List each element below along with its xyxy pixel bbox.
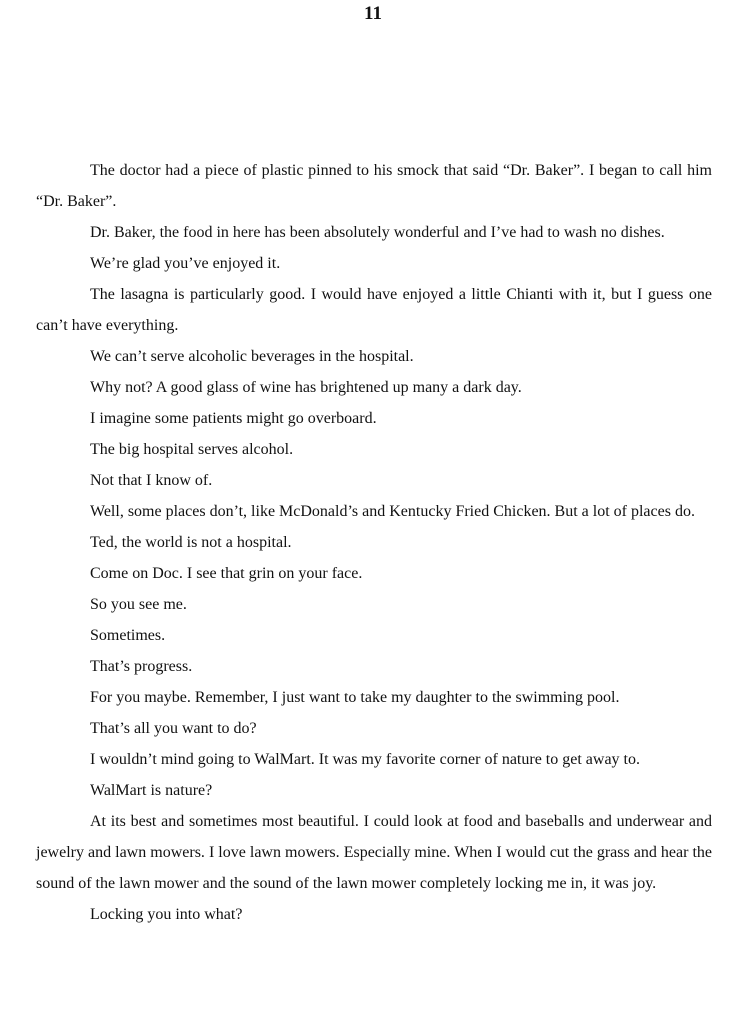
paragraph: The big hospital serves alcohol. [90, 441, 294, 458]
paragraph: Sometimes. [90, 627, 166, 644]
paragraph: The doctor had a piece of plastic pinned to his smock that said “Dr. Baker”. I began to call him “Dr. Baker”. [36, 162, 712, 210]
paragraph: That’s all you want to do? [90, 720, 257, 737]
document-body [36, 155, 712, 930]
paragraph: Not that I know of. [90, 472, 213, 489]
paragraph: Well, some places don’t, like McDonald’s and Kentucky Fried Chicken. But a lot of places do. [90, 503, 695, 520]
paragraph: I imagine some patients might go overboard. [90, 410, 377, 427]
paragraph: Locking you into what? [90, 906, 243, 923]
paragraph: Dr. Baker, the food in here has been absolutely wonderful and I’ve had to wash no dishes. [90, 224, 665, 241]
paragraph: The lasagna is particularly good. I would have enjoyed a little Chianti with it, but I guess one can’t have everything. [36, 286, 712, 334]
paragraph: We’re glad you’ve enjoyed it. [90, 255, 281, 272]
paragraph: So you see me. [90, 596, 187, 613]
paragraph: We can’t serve alcoholic beverages in the hospital. [90, 348, 414, 365]
paragraph: Come on Doc. I see that grin on your face. [90, 565, 363, 582]
paragraph: Why not? A good glass of wine has brightened up many a dark day. [90, 379, 522, 396]
paragraph: That’s progress. [90, 658, 193, 675]
page-number: 11 [364, 3, 382, 24]
paragraph: At its best and sometimes most beautiful. I could look at food and baseballs and underwear and jewelry and lawn mowers. I love lawn mowers. Especially mine. When I would cut the grass and hear the sound of the lawn mower and the sound of the lawn mower completely locking me in, it was joy. [36, 813, 712, 892]
paragraph: I wouldn’t mind going to WalMart. It was my favorite corner of nature to get away to. [90, 751, 640, 768]
paragraph: Ted, the world is not a hospital. [90, 534, 292, 551]
paragraph: For you maybe. Remember, I just want to take my daughter to the swimming pool. [90, 689, 620, 706]
paragraph: WalMart is nature? [90, 782, 213, 799]
